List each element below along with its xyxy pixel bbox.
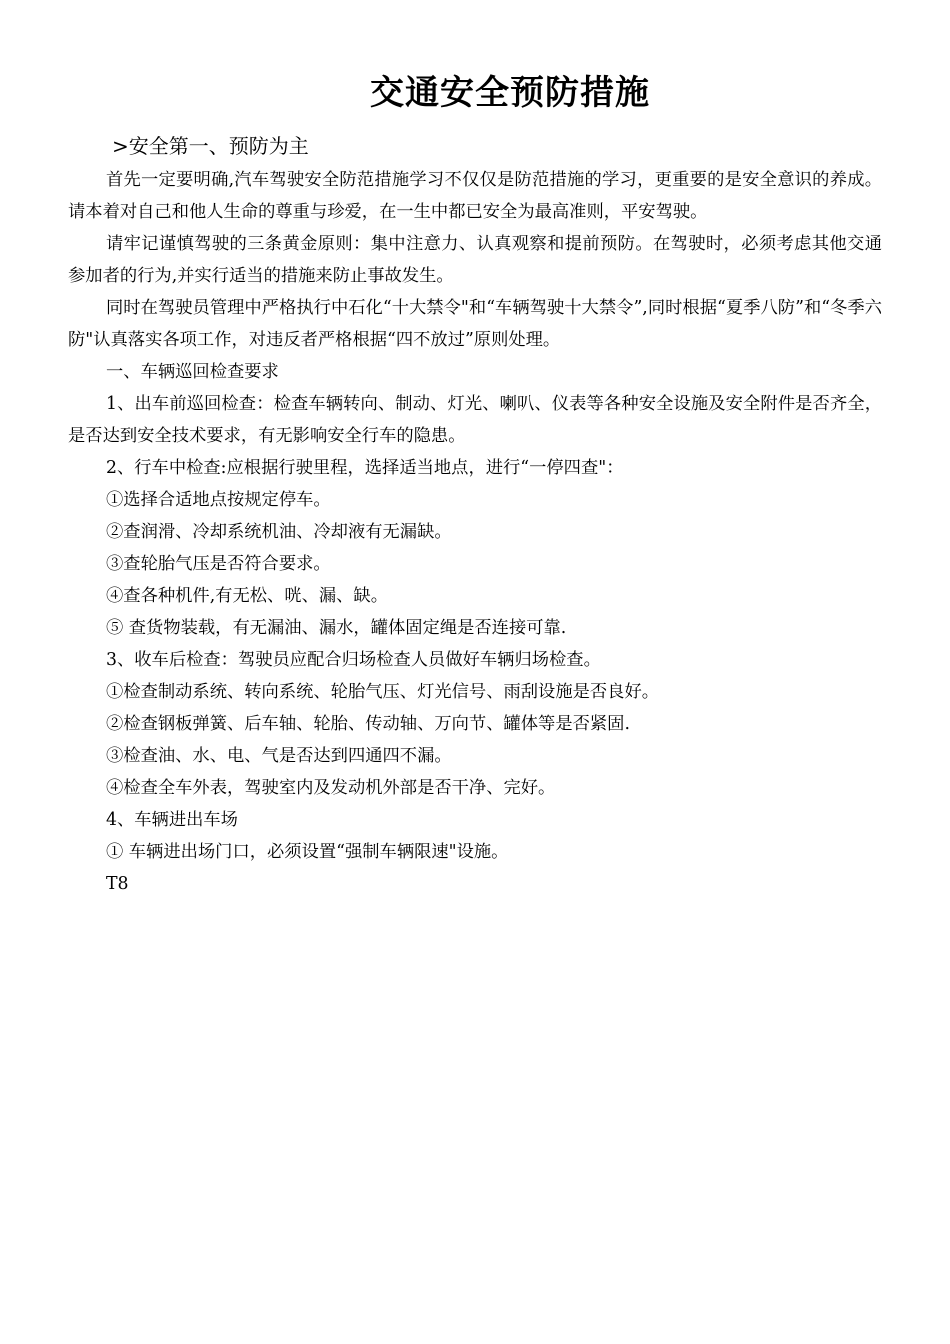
section-heading-inspection: 一、车辆巡回检查要求 (106, 362, 279, 382)
footer-mark: T8 (106, 874, 129, 894)
subtitle: >安全第一、预防为主 (112, 134, 309, 158)
list-item: ④检查全车外表，驾驶室内及发动机外部是否干净、完好。 (106, 778, 556, 798)
paragraph-golden-rules: 请牢记谨慎驾驶的三条黄金原则：集中注意力、认真观察和提前预防。在驾驶时，必须考虑其他交通参加者的行为,并实行适当的措施来防止事故发生。 (68, 234, 882, 286)
list-item: ①选择合适地点按规定停车。 (106, 490, 331, 510)
list-item: ②查润滑、冷却系统机油、冷却液有无漏缺。 (106, 522, 452, 542)
list-item: ⑤ 查货物装载，有无漏油、漏水，罐体固定绳是否连接可靠. (106, 618, 567, 638)
list-item: ③查轮胎气压是否符合要求。 (106, 554, 331, 574)
check-yard-entry: 4、车辆进出车场 (106, 810, 238, 830)
list-item: ④查各种机件,有无松、咣、漏、缺。 (106, 586, 388, 606)
document-body (68, 128, 882, 900)
document-title: 交通安全预防措施 (370, 73, 650, 113)
check-during-driving: 2、行车中检查:应根据行驶里程，选择适当地点，进行“一停四查"： (106, 458, 624, 478)
list-item: ②检查钢板弹簧、后车轴、轮胎、传动轴、万向节、罐体等是否紧固. (106, 714, 630, 734)
list-item: ①检查制动系统、转向系统、轮胎气压、灯光信号、雨刮设施是否良好。 (106, 682, 660, 702)
list-item: ① 车辆进出场门口，必须设置“强制车辆限速"设施。 (106, 842, 509, 862)
check-before-departure: 1、出车前巡回检查：检查车辆转向、制动、灯光、喇叭、仪表等各种安全设施及安全附件是否齐全，是否达到安全技术要求，有无影响安全行车的隐患。 (68, 394, 882, 446)
paragraph-intro: 首先一定要明确,汽车驾驶安全防范措施学习不仅仅是防范措施的学习，更重要的是安全意识的养成。请本着对自己和他人生命的尊重与珍爱，在一生中都已安全为最高准则，平安驾驶。 (68, 170, 882, 222)
paragraph-management: 同时在驾驶员管理中严格执行中石化“十大禁令"和“车辆驾驶十大禁令”,同时根据“夏季八防”和“冬季六防"认真落实各项工作，对违反者严格根据“四不放过”原则处理。 (68, 298, 882, 350)
list-item: ③检查油、水、电、气是否达到四通四不漏。 (106, 746, 452, 766)
check-after-return: 3、收车后检查：驾驶员应配合归场检查人员做好车辆归场检查。 (106, 650, 601, 670)
